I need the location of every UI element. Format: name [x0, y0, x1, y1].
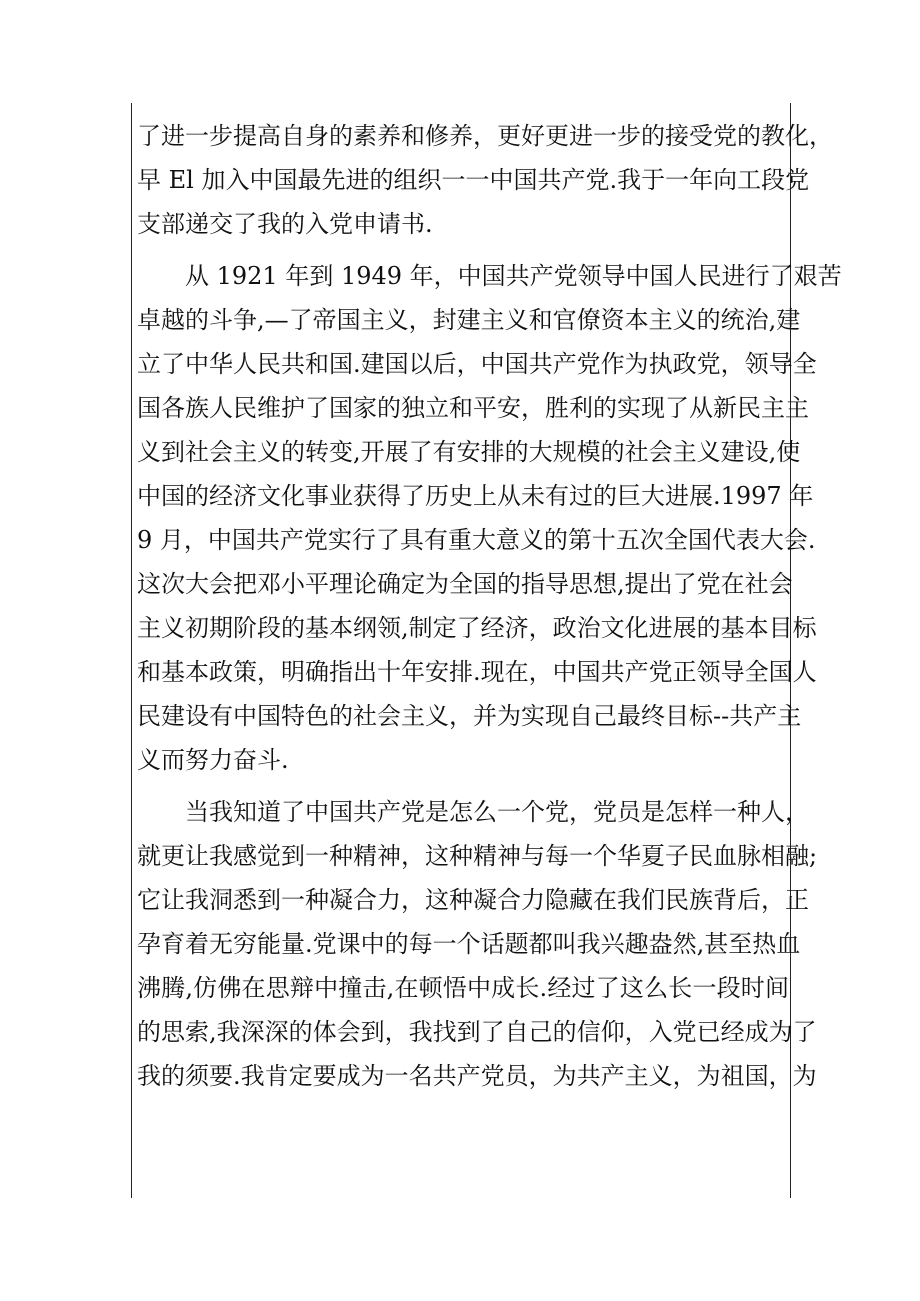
- text-line: 我的须要.我肯定要成为一名共产党员，为共产主义，为祖国，为: [137, 1062, 817, 1090]
- body-text: [137, 114, 842, 1106]
- text-line: 了进一步提高自身的素养和修养，更好更进一步的接受党的教化，: [137, 122, 833, 150]
- text-line: 中国的经济文化事业获得了历史上从未有过的巨大进展.1997 年: [137, 482, 814, 510]
- text-line: 沸腾,仿佛在思辩中撞击,在顿悟中成长.经过了这么长一段时间: [137, 974, 789, 1002]
- text-line: 国各族人民维护了国家的独立和平安，胜利的实现了从新民主主: [137, 394, 809, 422]
- text-line: 支部递交了我的入党申请书.: [137, 210, 433, 238]
- text-line: 立了中华人民共和国.建国以后，中国共产党作为执政党，领导全: [137, 350, 817, 378]
- text-line: 它让我洞悉到一种凝合力，这种凝合力隐藏在我们民族背后，正: [137, 886, 809, 914]
- paragraph-2: [137, 254, 842, 782]
- text-line: 早 El 加入中国最先进的组织一一中国共产党.我于一年向工段党: [137, 166, 810, 194]
- text-line: 义而努力奋斗.: [137, 746, 289, 774]
- text-line: 这次大会把邓小平理论确定为全国的指导思想,提出了党在社会: [137, 570, 793, 598]
- text-line: 主义初期阶段的基本纲领,制定了经济，政治文化进展的基本目标: [137, 614, 817, 642]
- text-line: 孕育着无穷能量.党课中的每一个话题都叫我兴趣盎然,甚至热血: [137, 930, 801, 958]
- text-line: 就更让我感觉到一种精神，这种精神与每一个华夏子民血脉相融;: [137, 842, 818, 870]
- text-line: 和基本政策，明确指出十年安排.现在，中国共产党正领导全国人: [137, 658, 817, 686]
- text-line: 当我知道了中国共产党是怎么一个党，党员是怎样一种人，: [137, 798, 809, 826]
- text-line: 从 1921 年到 1949 年，中国共产党领导中国人民进行了艰苦: [137, 262, 842, 290]
- text-line: 9 月，中国共产党实行了具有重大意义的第十五次全国代表大会.: [137, 526, 816, 554]
- text-line: 民建设有中国特色的社会主义，并为实现自己最终目标--共产主: [137, 702, 802, 730]
- paragraph-3: [137, 790, 818, 1098]
- paragraph-1: [137, 114, 833, 246]
- text-line: 卓越的斗争,—了帝国主义，封建主义和官僚资本主义的统治,建: [137, 306, 801, 334]
- text-line: 的思索,我深深的体会到，我找到了自己的信仰，入党已经成为了: [137, 1018, 817, 1046]
- text-line: 义到社会主义的转变,开展了有安排的大规模的社会主义建设,使: [137, 438, 801, 466]
